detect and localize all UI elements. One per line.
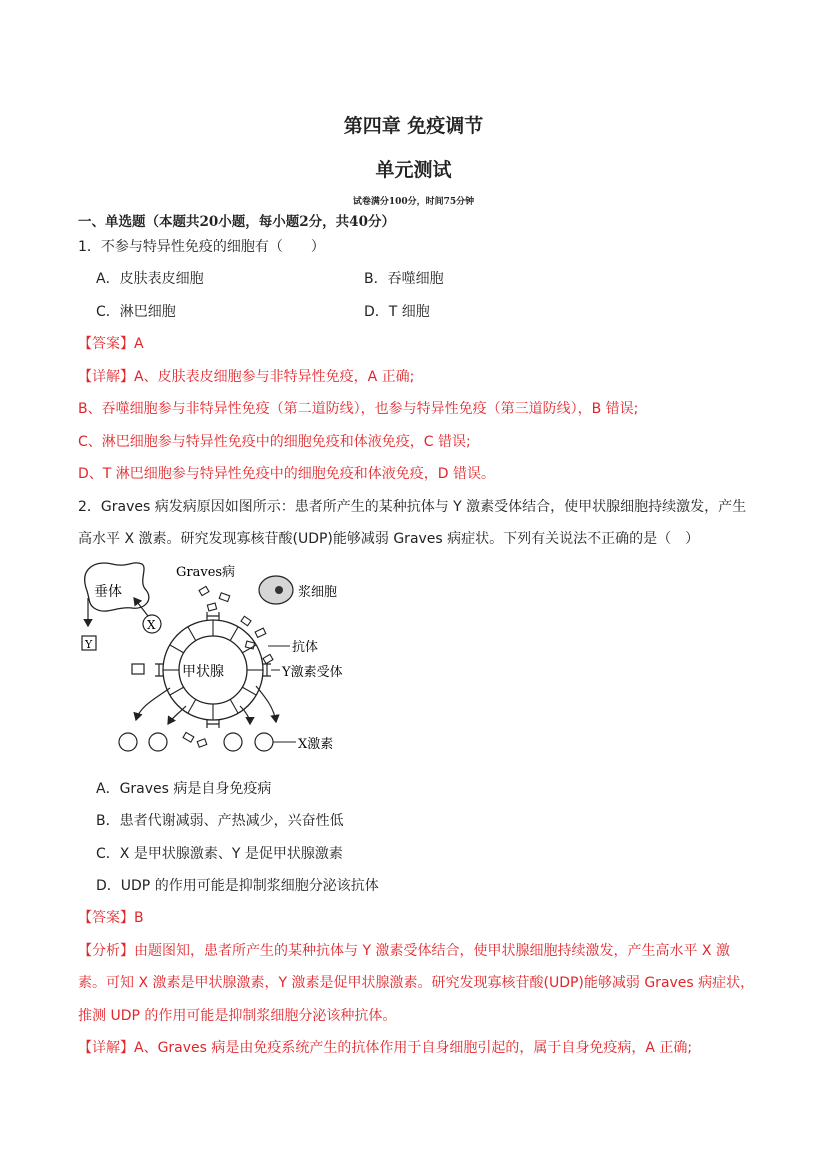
- q2-analysis-line3: 推测 UDP 的作用可能是抑制浆细胞分泌该种抗体。: [78, 1008, 397, 1024]
- q2-answer: 【答案】B: [78, 910, 144, 926]
- q2-stem-line2: 高水平 X 激素。研究发现寡核苷酸(UDP)能够减弱 Graves 病症状。下列有关说法不正确的是（ ）: [78, 531, 700, 547]
- q1-option-b: B．吞噬细胞: [364, 271, 444, 287]
- q2-detail-a: 【详解】A、Graves 病是由免疫系统产生的抗体作用于自身细胞引起的，属于自身免疫病，A 正确;: [78, 1040, 693, 1056]
- graves-label: Graves病: [176, 565, 236, 580]
- chapter-title: 第四章 免疫调节: [343, 115, 484, 137]
- pituitary-label: 垂体: [94, 584, 122, 600]
- y-box-label: Y: [85, 638, 93, 651]
- q2-analysis-line1: 【分析】由题图知，患者所产生的某种抗体与 Y 激素受体结合，使甲状腺细胞持续激发，产生高水平 X 激: [78, 943, 730, 959]
- q1-detail-a: 【详解】A、皮肤表皮细胞参与非特异性免疫，A 正确;: [78, 369, 415, 385]
- exam-note: 试卷满分100分，时间75分钟: [352, 197, 475, 207]
- q1-detail-c: C、淋巴细胞参与特异性免疫中的细胞免疫和体液免疫，C 错误;: [78, 434, 471, 450]
- q2-stem-line1: 2．Graves 病发病原因如图所示：患者所产生的某种抗体与 Y 激素受体结合，使甲状腺细胞持续激发，产生: [78, 499, 747, 515]
- graves-disease-figure: [76, 558, 376, 758]
- unit-test-subtitle: 单元测试: [375, 159, 452, 181]
- q1-option-c: C．淋巴细胞: [96, 304, 176, 320]
- q2-option-d: D．UDP 的作用可能是抑制浆细胞分泌该抗体: [96, 878, 379, 894]
- q1-stem: 1．不参与特异性免疫的细胞有（ ）: [78, 239, 325, 255]
- q2-option-a: A．Graves 病是自身免疫病: [96, 781, 272, 797]
- q1-option-d: D．T 细胞: [364, 304, 430, 320]
- plasma-cell-nucleus: [275, 586, 283, 594]
- x-circle-label: X: [147, 618, 156, 632]
- q2-option-b: B．患者代谢减弱、产热减少，兴奋性低: [96, 813, 344, 829]
- thyroid-label: 甲状腺: [182, 664, 224, 680]
- q1-detail-d: D、T 淋巴细胞参与特异性免疫中的细胞免疫和体液免疫，D 错误。: [78, 466, 496, 482]
- q1-option-a: A．皮肤表皮细胞: [96, 271, 204, 287]
- q2-option-c: C．X 是甲状腺激素、Y 是促甲状腺激素: [96, 846, 343, 862]
- secretion-arrows: [136, 686, 276, 724]
- plasma-cell-label: 浆细胞: [298, 585, 338, 600]
- q1-answer: 【答案】A: [78, 336, 144, 352]
- y-receptor-label: Y激素受体: [282, 665, 343, 680]
- antibody-label: 抗体: [292, 640, 319, 655]
- q2-analysis-line2: 素。可知 X 激素是甲状腺激素，Y 激素是促甲状腺激素。研究发现寡核苷酸(UDP)能够减弱 Graves 病症状，: [78, 975, 755, 991]
- section-heading: 一、单选题（本题共20小题，每小题2分，共40分）: [78, 214, 395, 230]
- q1-detail-b: B、吞噬细胞参与非特异性免疫（第二道防线），也参与特异性免疫（第三道防线），B 错误;: [78, 401, 639, 417]
- x-hormone-label: X激素: [298, 737, 334, 752]
- x-hormone-circles: [119, 733, 273, 751]
